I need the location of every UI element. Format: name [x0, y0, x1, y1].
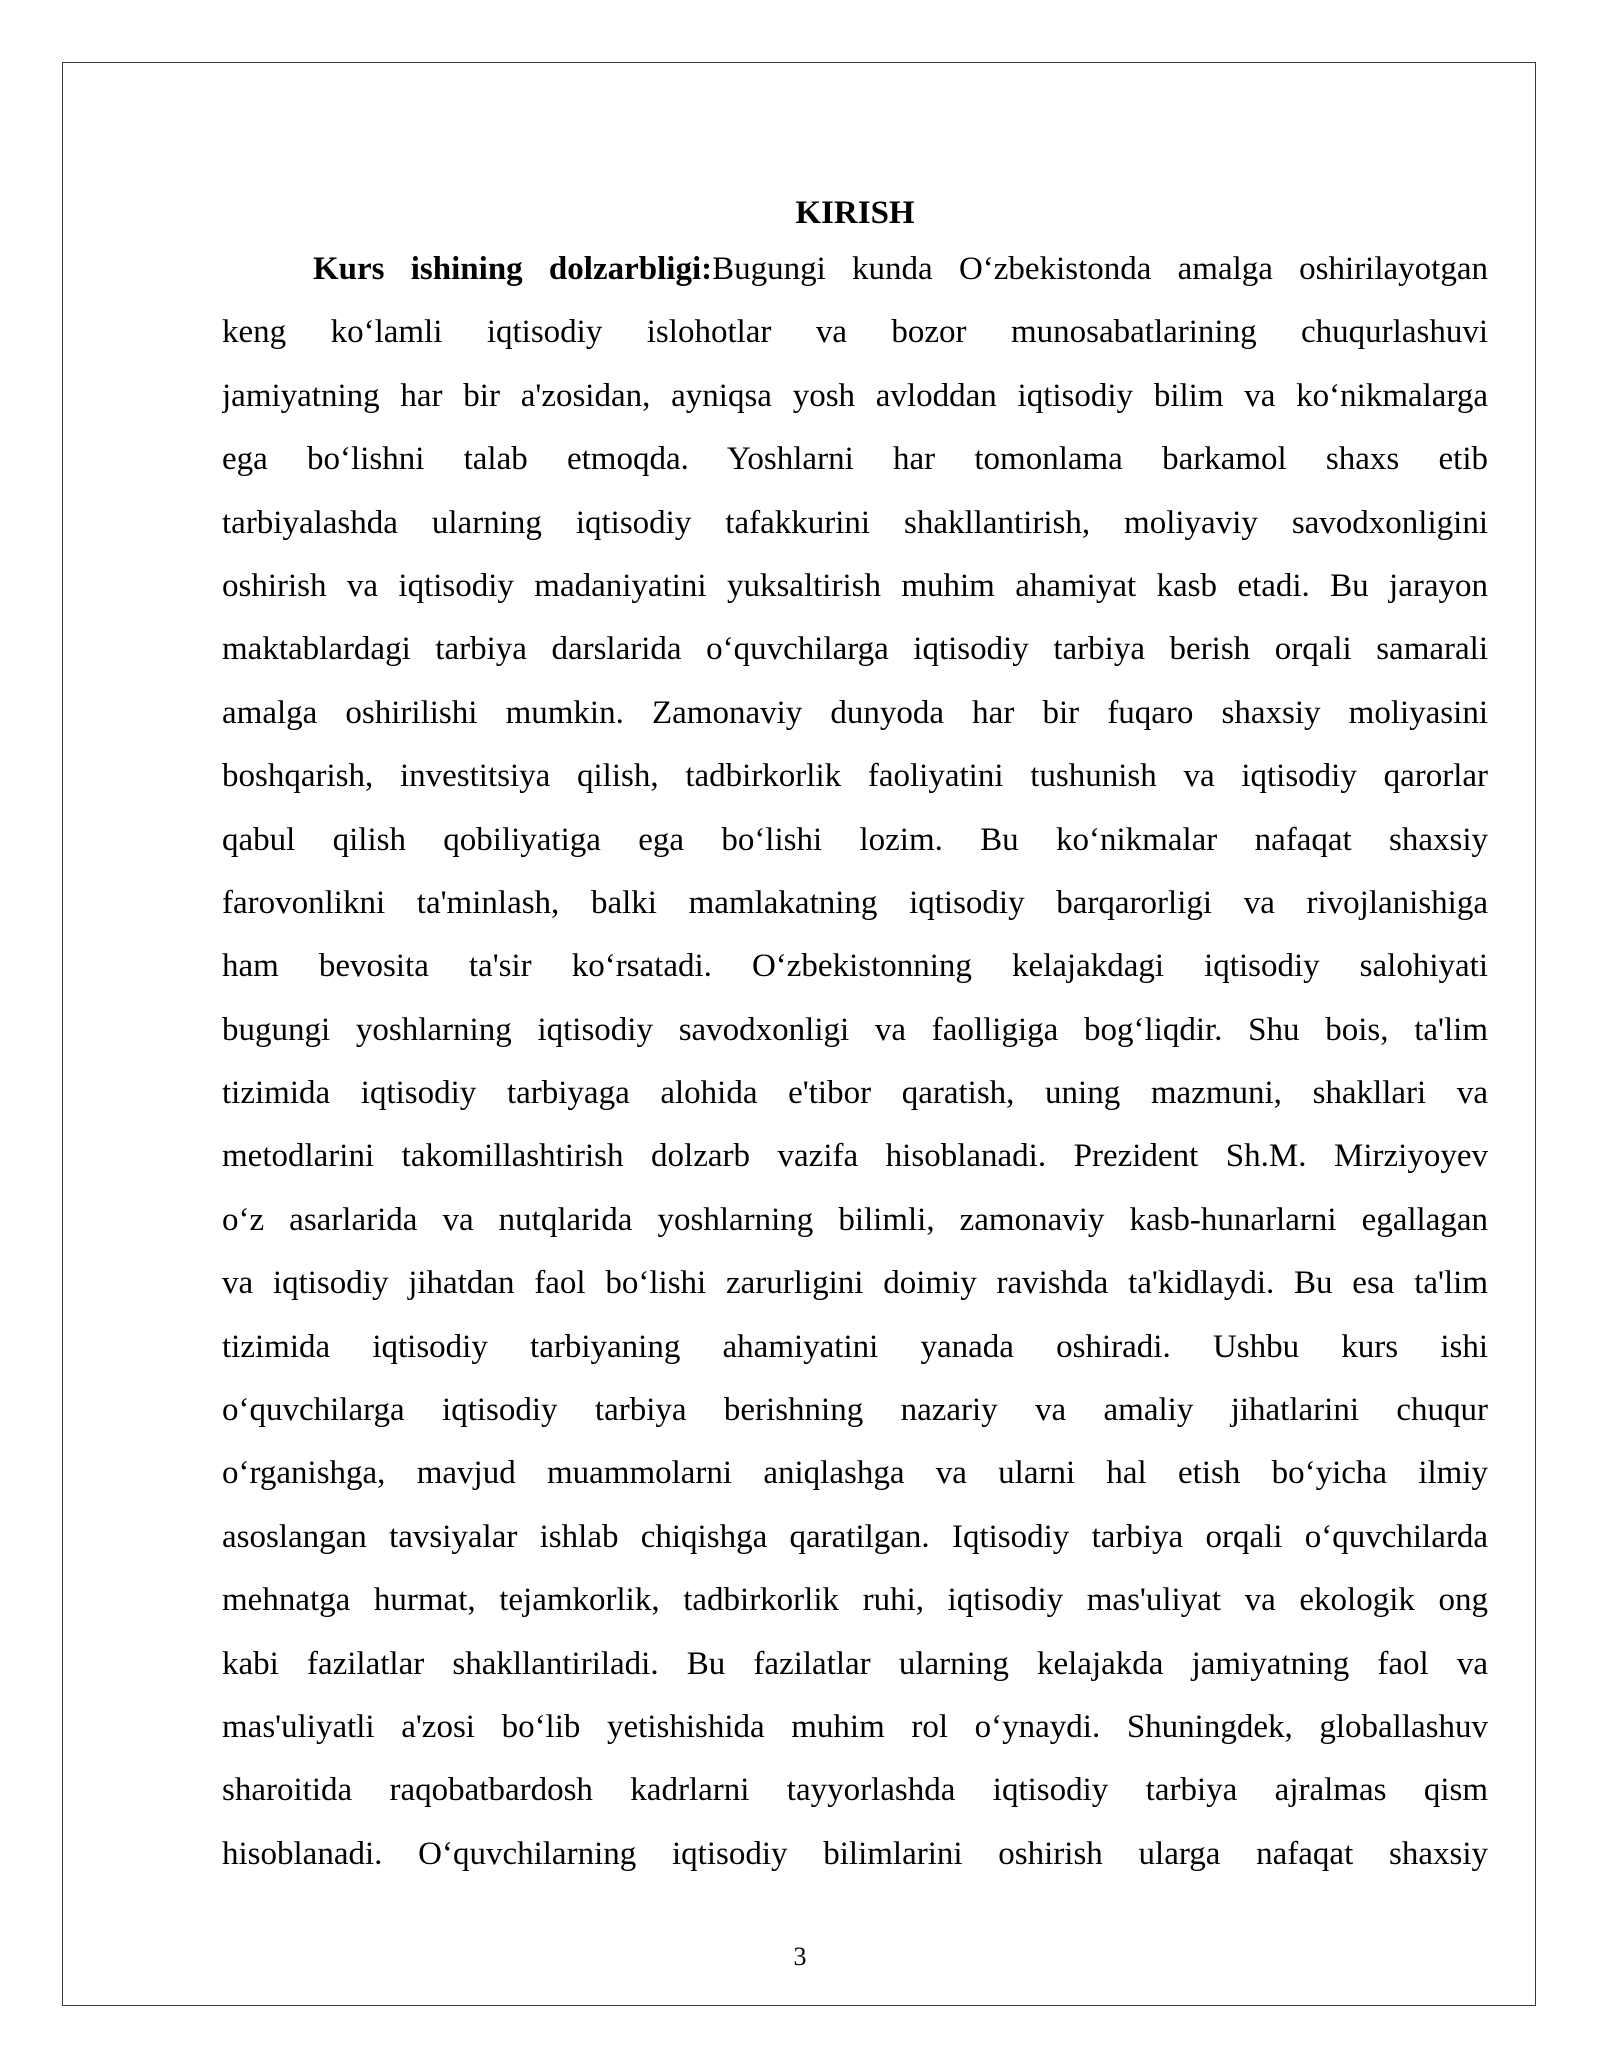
paragraph-line: boshqarish, investitsiya qilish, tadbirkorlik faoliyatini tushunish va iqtisodiy qarorlar: [222, 758, 1488, 795]
paragraph-line: mehnatga hurmat, tejamkorlik, tadbirkorlik ruhi, iqtisodiy mas'uliyat va ekologik ong: [222, 1582, 1488, 1619]
paragraph-line: qabul qilish qobiliyatiga ega bo‘lishi lozim. Bu ko‘nikmalar nafaqat shaxsiy: [222, 821, 1488, 858]
paragraph-line-text: Bugungi kunda O‘zbekistonda amalga oshirilayotgan: [712, 251, 1488, 287]
paragraph-line: va iqtisodiy jihatdan faol bo‘lishi zarurligini doimiy ravishda ta'kidlaydi. Bu esa ta'lim: [222, 1265, 1488, 1302]
lead-label: Kurs ishining dolzarbligi:: [313, 251, 713, 287]
paragraph-line: o‘quvchilarga iqtisodiy tarbiya berishning nazariy va amaliy jihatlarini chuqur: [222, 1392, 1488, 1429]
body-paragraph: [222, 238, 1488, 1886]
paragraph-line: metodlarini takomillashtirish dolzarb vazifa hisoblanadi. Prezident Sh.M. Mirziyoyev: [222, 1138, 1488, 1175]
paragraph-line: keng ko‘lamli iqtisodiy islohotlar va bozor munosabatlarining chuqurlashuvi: [222, 314, 1488, 351]
paragraph-line: amalga oshirilishi mumkin. Zamonaviy dunyoda har bir fuqaro shaxsiy moliyasini: [222, 694, 1488, 731]
paragraph-line: hisoblanadi. O‘quvchilarning iqtisodiy bilimlarini oshirish ularga nafaqat shaxsiy: [222, 1835, 1488, 1872]
paragraph-line: asoslangan tavsiyalar ishlab chiqishga qaratilgan. Iqtisodiy tarbiya orqali o‘quvchilarda: [222, 1518, 1488, 1555]
paragraph-line: kabi fazilatlar shakllantiriladi. Bu fazilatlar ularning kelajakda jamiyatning faol va: [222, 1645, 1488, 1682]
paragraph-line: bugungi yoshlarning iqtisodiy savodxonligi va faolligiga bog‘liqdir. Shu bois, ta'lim: [222, 1011, 1488, 1048]
paragraph-line: o‘rganishga, mavjud muammolarni aniqlashga va ularni hal etish bo‘yicha ilmiy: [222, 1455, 1488, 1492]
page-number: 3: [793, 1942, 807, 1971]
page-content: [222, 180, 1488, 1886]
paragraph-line: maktablardagi tarbiya darslarida o‘quvchilarga iqtisodiy tarbiya berish orqali samarali: [222, 631, 1488, 668]
paragraph-line: tarbiyalashda ularning iqtisodiy tafakkurini shakllantirish, moliyaviy savodxonligini: [222, 504, 1488, 541]
paragraph-line: tizimida iqtisodiy tarbiyaga alohida e'tibor qaratish, uning mazmuni, shakllari va: [222, 1075, 1488, 1112]
paragraph-line: ega bo‘lishni talab etmoqda. Yoshlarni har tomonlama barkamol shaxs etib: [222, 441, 1488, 478]
paragraph-line: ham bevosita ta'sir ko‘rsatadi. O‘zbekistonning kelajakdagi iqtisodiy salohiyati: [222, 948, 1488, 985]
paragraph-line: jamiyatning har bir a'zosidan, ayniqsa yosh avloddan iqtisodiy bilim va ko‘nikmalarga: [222, 377, 1488, 414]
paragraph-line: oshirish va iqtisodiy madaniyatini yuksaltirish muhim ahamiyat kasb etadi. Bu jarayon: [222, 567, 1488, 604]
paragraph-line: tizimida iqtisodiy tarbiyaning ahamiyatini yanada oshiradi. Ushbu kurs ishi: [222, 1328, 1488, 1365]
paragraph-line: mas'uliyatli a'zosi bo‘lib yetishishida muhim rol o‘ynaydi. Shuningdek, globallashuv: [222, 1708, 1488, 1745]
paragraph-line: o‘z asarlarida va nutqlarida yoshlarning bilimli, zamonaviy kasb-hunarlarni egallagan: [222, 1201, 1488, 1238]
paragraph-line: farovonlikni ta'minlash, balki mamlakatning iqtisodiy barqarorligi va rivojlanishiga: [222, 884, 1488, 921]
paragraph-line: [222, 238, 1488, 301]
paragraph-line: sharoitida raqobatbardosh kadrlarni tayyorlashda iqtisodiy tarbiya ajralmas qism: [222, 1772, 1488, 1809]
section-title: KIRISH: [795, 195, 915, 231]
